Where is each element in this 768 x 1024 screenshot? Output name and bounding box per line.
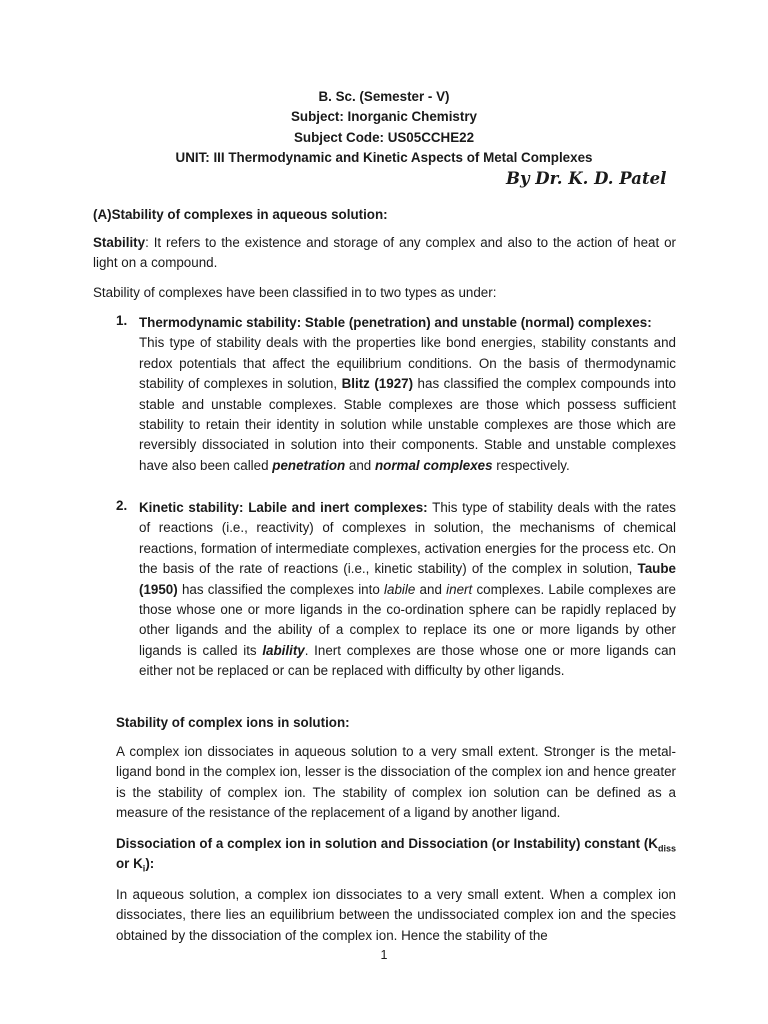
item-1-body [139,313,676,476]
kdiss-subscript: diss [657,843,676,854]
item-2-text-4: . Inert complexes are those whose one or more ligands can either not be replaced or can be replaced with difficulty by other ligands. [139,642,676,679]
item-2-text-1: This type of stability deals with the rates of reactions (i.e., reactivity) of complexes in solution, the mechanisms of chemical reactions, formation of intermediate complexes, activation energies for the process etc. On the basis of the rate of reactions (i.e., kinetic stability) of the complex in solution, [139,500,676,577]
lability-term: lability [262,642,305,658]
item-1-respectively: respectively. [492,457,570,473]
section-a-heading: (A)Stability of complexes in aqueous solution: [93,207,388,222]
item-2-text-3: complexes. Labile complexes are those whose one or more ligands in the co-ordination sphere can be rapidly replaced by other ligands and the ability of a complex to replace its one or more ligands by other ligands is called its [139,581,676,658]
ions-heading: Stability of complex ions in solution: [116,715,350,730]
dissociation-heading-b: or K [116,856,143,872]
course-line: B. Sc. (Semester - V) [318,89,450,104]
blitz-citation: Blitz (1927) [341,376,414,392]
item-2-text-2: has classified the complexes into [177,581,385,597]
item-2-and: and [415,581,447,597]
stability-def-text: : It refers to the existence and storage of any complex and also to the action of heat or light on a compound. [93,235,676,271]
item-2-body [139,498,676,682]
dissociation-heading [116,834,676,875]
item-1-and: and [345,457,375,473]
stability-definition [93,233,676,274]
stability-term: Stability [93,235,146,250]
dissociation-heading-c: ): [145,856,155,872]
page-number: 1 [380,948,388,962]
item-1-number: 1. [116,313,128,328]
dissociation-heading-a: Dissociation of a complex ion in solution and Dissociation (or Instability) constant (K [116,836,658,851]
item-1-text-2: has classified the complex compounds into stable and unstable complexes. Stable complexes are those which possess sufficient stability to retain their identity in solution while unstable complexes are those which are reversibly dissociated in solution into their components. Stable and unstable complexes have also been called [139,376,676,473]
taube-citation: Taube (1950) [139,561,676,597]
item-2-number: 2. [116,498,128,513]
author-line: By Dr. K. D. Patel [506,169,667,188]
labile-term: labile [384,581,416,597]
ions-paragraph: A complex ion dissociates in aqueous solution to a very small extent. Stronger is the metal-ligand bond in the complex ion, lesser is the dissociation of the complex ion and hence greater is the stability of complex ion. The stability of complex ion solution can be defined as a measure of the resistance of the replacement of a ligand by another ligand. [116,744,676,821]
item-1-title: Thermodynamic stability: Stable (penetration) and unstable (normal) complexes: [139,315,652,330]
normal-complexes-term: normal complexes [374,457,493,473]
dissociation-paragraph: In aqueous solution, a complex ion dissociates to a very small extent. When a complex ion dissociates, there lies an equilibrium between the undissociated complex ion and the species obtained by the dissociation of the complex ion. Hence the stability of the [116,887,676,943]
penetration-term: penetration [272,457,346,473]
unit-title: UNIT: III Thermodynamic and Kinetic Aspects of Metal Complexes [175,150,593,165]
item-1-text-1: This type of stability deals with the properties like bond energies, stability constants and redox potentials that affect the equilibrium conditions. On the basis of thermodynamic stability of complexes in solution, [139,335,676,392]
ki-subscript: i [142,864,146,875]
item-2-title: Kinetic stability: Labile and inert complexes: [139,500,428,515]
subject-code-line: Subject Code: US05CCHE22 [293,130,475,145]
inert-term: inert [446,581,473,597]
classification-intro: Stability of complexes have been classified in to two types as under: [93,285,497,300]
subject-line: Subject: Inorganic Chemistry [290,109,478,124]
